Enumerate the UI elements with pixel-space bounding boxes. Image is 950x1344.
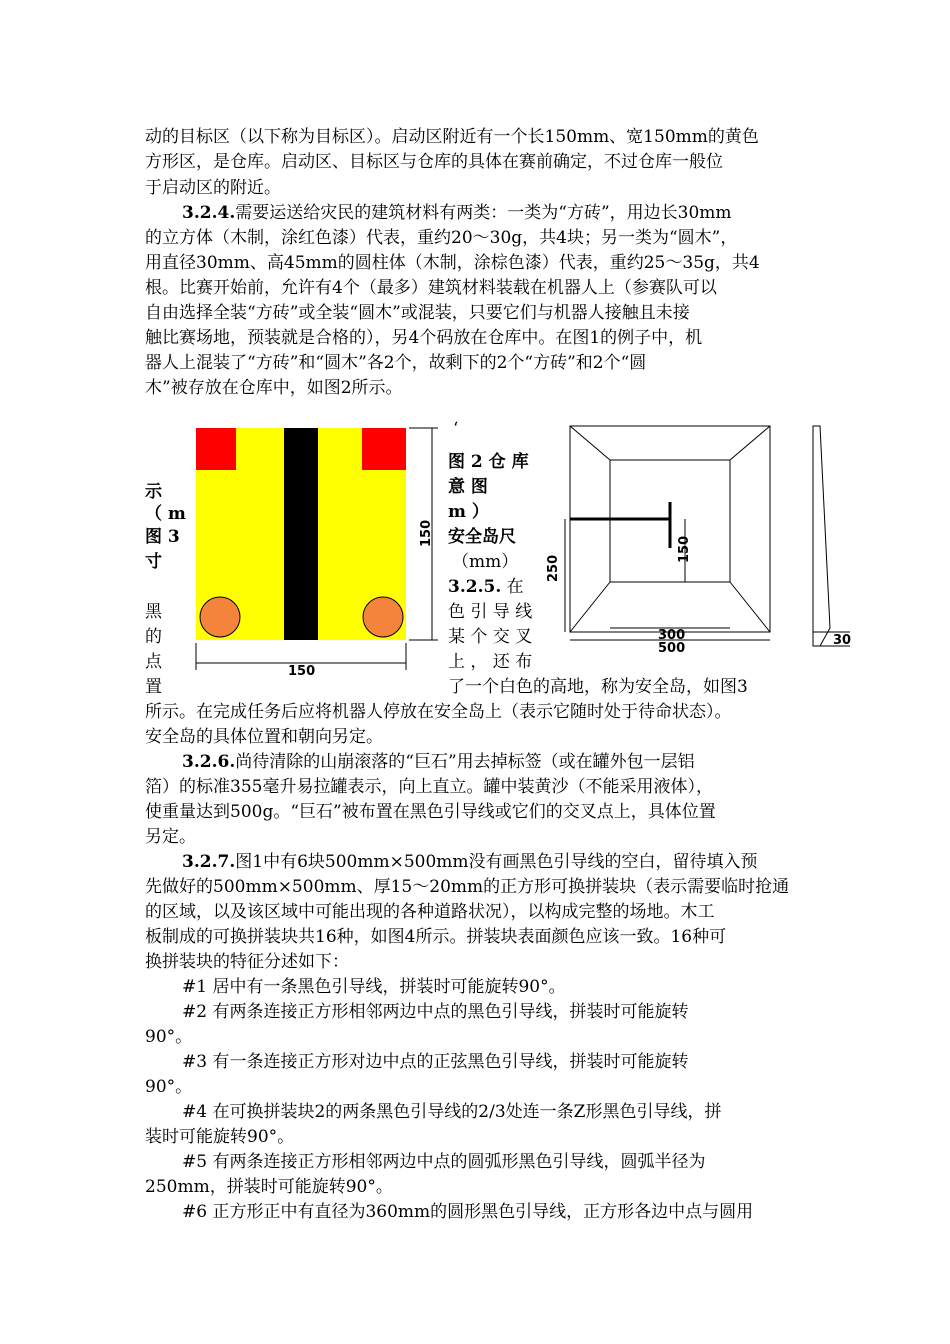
- paragraph-line: 器人上混装了“方砖”和“圆木”各2个，故剩下的2个“方砖”和2个“圆: [145, 353, 647, 373]
- paragraph-line: 触比赛场地，预装就是合格的），另4个码放在仓库中。在图1的例子中，机: [145, 328, 703, 348]
- dimension-mark: 150: [677, 535, 692, 563]
- figure-3-caption: 安全岛尺: [448, 527, 516, 547]
- paragraph-line: 于启动区的附近。: [145, 178, 281, 198]
- figure-3-safety-island: [540, 420, 860, 655]
- section-3-2-4: [182, 202, 732, 224]
- figure-2-caption: 图 2 仓 库: [448, 452, 529, 472]
- paragraph-line: 动的目标区（以下称为目标区）。启动区附近有一个长150mm、宽150mm的黄色: [145, 127, 759, 147]
- section-number: 3.2.4.: [182, 203, 236, 223]
- section-3-2-5: [448, 576, 524, 598]
- dimension-width: 150: [288, 664, 316, 679]
- paragraph-line: 方形区，是仓库。启动区、目标区与仓库的具体在赛前确定，不过仓库一般位: [145, 152, 723, 172]
- dimension-inner: 300: [658, 628, 686, 643]
- paragraph-fragment: 色 引 导 线: [448, 602, 533, 622]
- caption-fragment: ‘: [453, 419, 459, 439]
- paragraph-line: 用直径30mm、高45mm的圆柱体（木制，涂棕色漆）代表，重约25～35g，共4: [145, 253, 760, 273]
- caption-fragment: （ m: [145, 504, 186, 524]
- log-round-bottom-left: [200, 597, 240, 637]
- tile-item-5: #5 有两条连接正方形相邻两边中点的圆弧形黑色引导线，圆弧半径为: [182, 1152, 706, 1172]
- paragraph-fragment: 点: [145, 652, 162, 672]
- paragraph-line: 另定。: [145, 827, 196, 847]
- section-number: 3.2.5.: [448, 577, 502, 597]
- paragraph-line: 了一个白色的高地，称为安全岛，如图3: [448, 677, 748, 697]
- guide-line-black: [284, 428, 318, 640]
- paragraph-text: 在: [501, 577, 524, 597]
- tile-item-4: #4 在可换拼装块2的两条黑色引导线的2/3处连一条Z形黑色引导线，拼: [182, 1102, 722, 1122]
- dimension-height: 150: [419, 519, 434, 547]
- paragraph-text: 需要运送给灾民的建筑材料有两类：一类为“方砖”，用边长30mm: [235, 203, 732, 223]
- paragraph-line: 板制成的可换拼装块共16种，如图4所示。拼装块表面颜色应该一致。16种可: [145, 927, 727, 947]
- dimension-outer: 500: [658, 641, 686, 656]
- tile-item-6: #6 正方形正中有直径为360mm的圆形黑色引导线，正方形各边中点与圆用: [182, 1202, 754, 1222]
- paragraph-line: 250mm，拼装时可能旋转90°。: [145, 1177, 393, 1197]
- paragraph-line: 装时可能旋转90°。: [145, 1127, 295, 1147]
- section-3-2-7: [182, 851, 758, 873]
- paragraph-fragment: 置: [145, 677, 162, 697]
- paragraph-fragment: 某 个 交 叉: [448, 627, 533, 647]
- figure-2-caption: 意 图: [448, 477, 488, 497]
- paragraph-line: 90°。: [145, 1077, 193, 1097]
- paragraph-line: 使重量达到500g。“巨石”被布置在黑色引导线或它们的交叉点上，具体位置: [145, 802, 716, 822]
- paragraph-fragment: 黑: [145, 602, 162, 622]
- dimension-height: 250: [546, 554, 561, 582]
- tile-item-2: #2 有两条连接正方形相邻两边中点的黑色引导线，拼装时可能旋转: [182, 1002, 689, 1022]
- island-side-view: [813, 426, 830, 646]
- paragraph-line: 箔）的标准355毫升易拉罐表示，向上直立。罐中装黄沙（不能采用液体），: [145, 777, 713, 797]
- caption-fragment: 示: [145, 482, 162, 502]
- paragraph-fragment: 的: [145, 627, 162, 647]
- figure-2-warehouse: [190, 425, 440, 680]
- figure-3-caption: （mm）: [452, 552, 519, 572]
- caption-fragment: 寸: [145, 552, 162, 572]
- paragraph-line: 自由选择全装“方砖”或全装“圆木”或混装，只要它们与机器人接触且未接: [145, 303, 690, 323]
- paragraph-line: 90°。: [145, 1027, 193, 1047]
- paragraph-line: 根。比赛开始前，允许有4个（最多）建筑材料装载在机器人上（参赛队可以: [145, 278, 717, 298]
- section-number: 3.2.6.: [182, 752, 236, 772]
- caption-fragment: 图 3: [145, 527, 180, 547]
- paragraph-line: 先做好的500mm×500mm、厚15～20mm的正方形可换拼装块（表示需要临时抢通: [145, 877, 790, 897]
- paragraph-line: 所示。在完成任务后应将机器人停放在安全岛上（表示它随时处于待命状态）。: [145, 702, 732, 722]
- brick-red-top-left: [196, 428, 236, 470]
- paragraph-fragment: 上 ， 还 布: [448, 652, 533, 672]
- paragraph-line: 的立方体（木制，涂红色漆）代表，重约20～30g，共4块；另一类为“圆木”，: [145, 228, 738, 248]
- paragraph-text: 尚待清除的山崩滚落的“巨石”用去掉标签（或在罐外包一层铝: [235, 752, 695, 772]
- section-number: 3.2.7.: [182, 852, 236, 872]
- figure-2-caption: m ）: [448, 502, 489, 522]
- paragraph-text: 图1中有6块500mm×500mm没有画黑色引导线的空白，留待填入预: [235, 852, 758, 872]
- paragraph-line: 的区域，以及该区域中可能出现的各种道路状况），以构成完整的场地。木工: [145, 902, 715, 922]
- paragraph-line: 安全岛的具体位置和朝向另定。: [145, 727, 383, 747]
- section-3-2-6: [182, 751, 695, 773]
- tile-item-3: #3 有一条连接正方形对边中点的正弦黑色引导线，拼装时可能旋转: [182, 1052, 689, 1072]
- brick-red-top-right: [362, 428, 406, 470]
- paragraph-line: 木”被存放在仓库中，如图2所示。: [145, 378, 403, 398]
- paragraph-line: 换拼装块的特征分述如下：: [145, 952, 349, 972]
- dimension-thickness: 30: [833, 633, 852, 648]
- log-round-bottom-right: [363, 597, 403, 637]
- tile-item-1: #1 居中有一条黑色引导线，拼装时可能旋转90°。: [182, 977, 566, 997]
